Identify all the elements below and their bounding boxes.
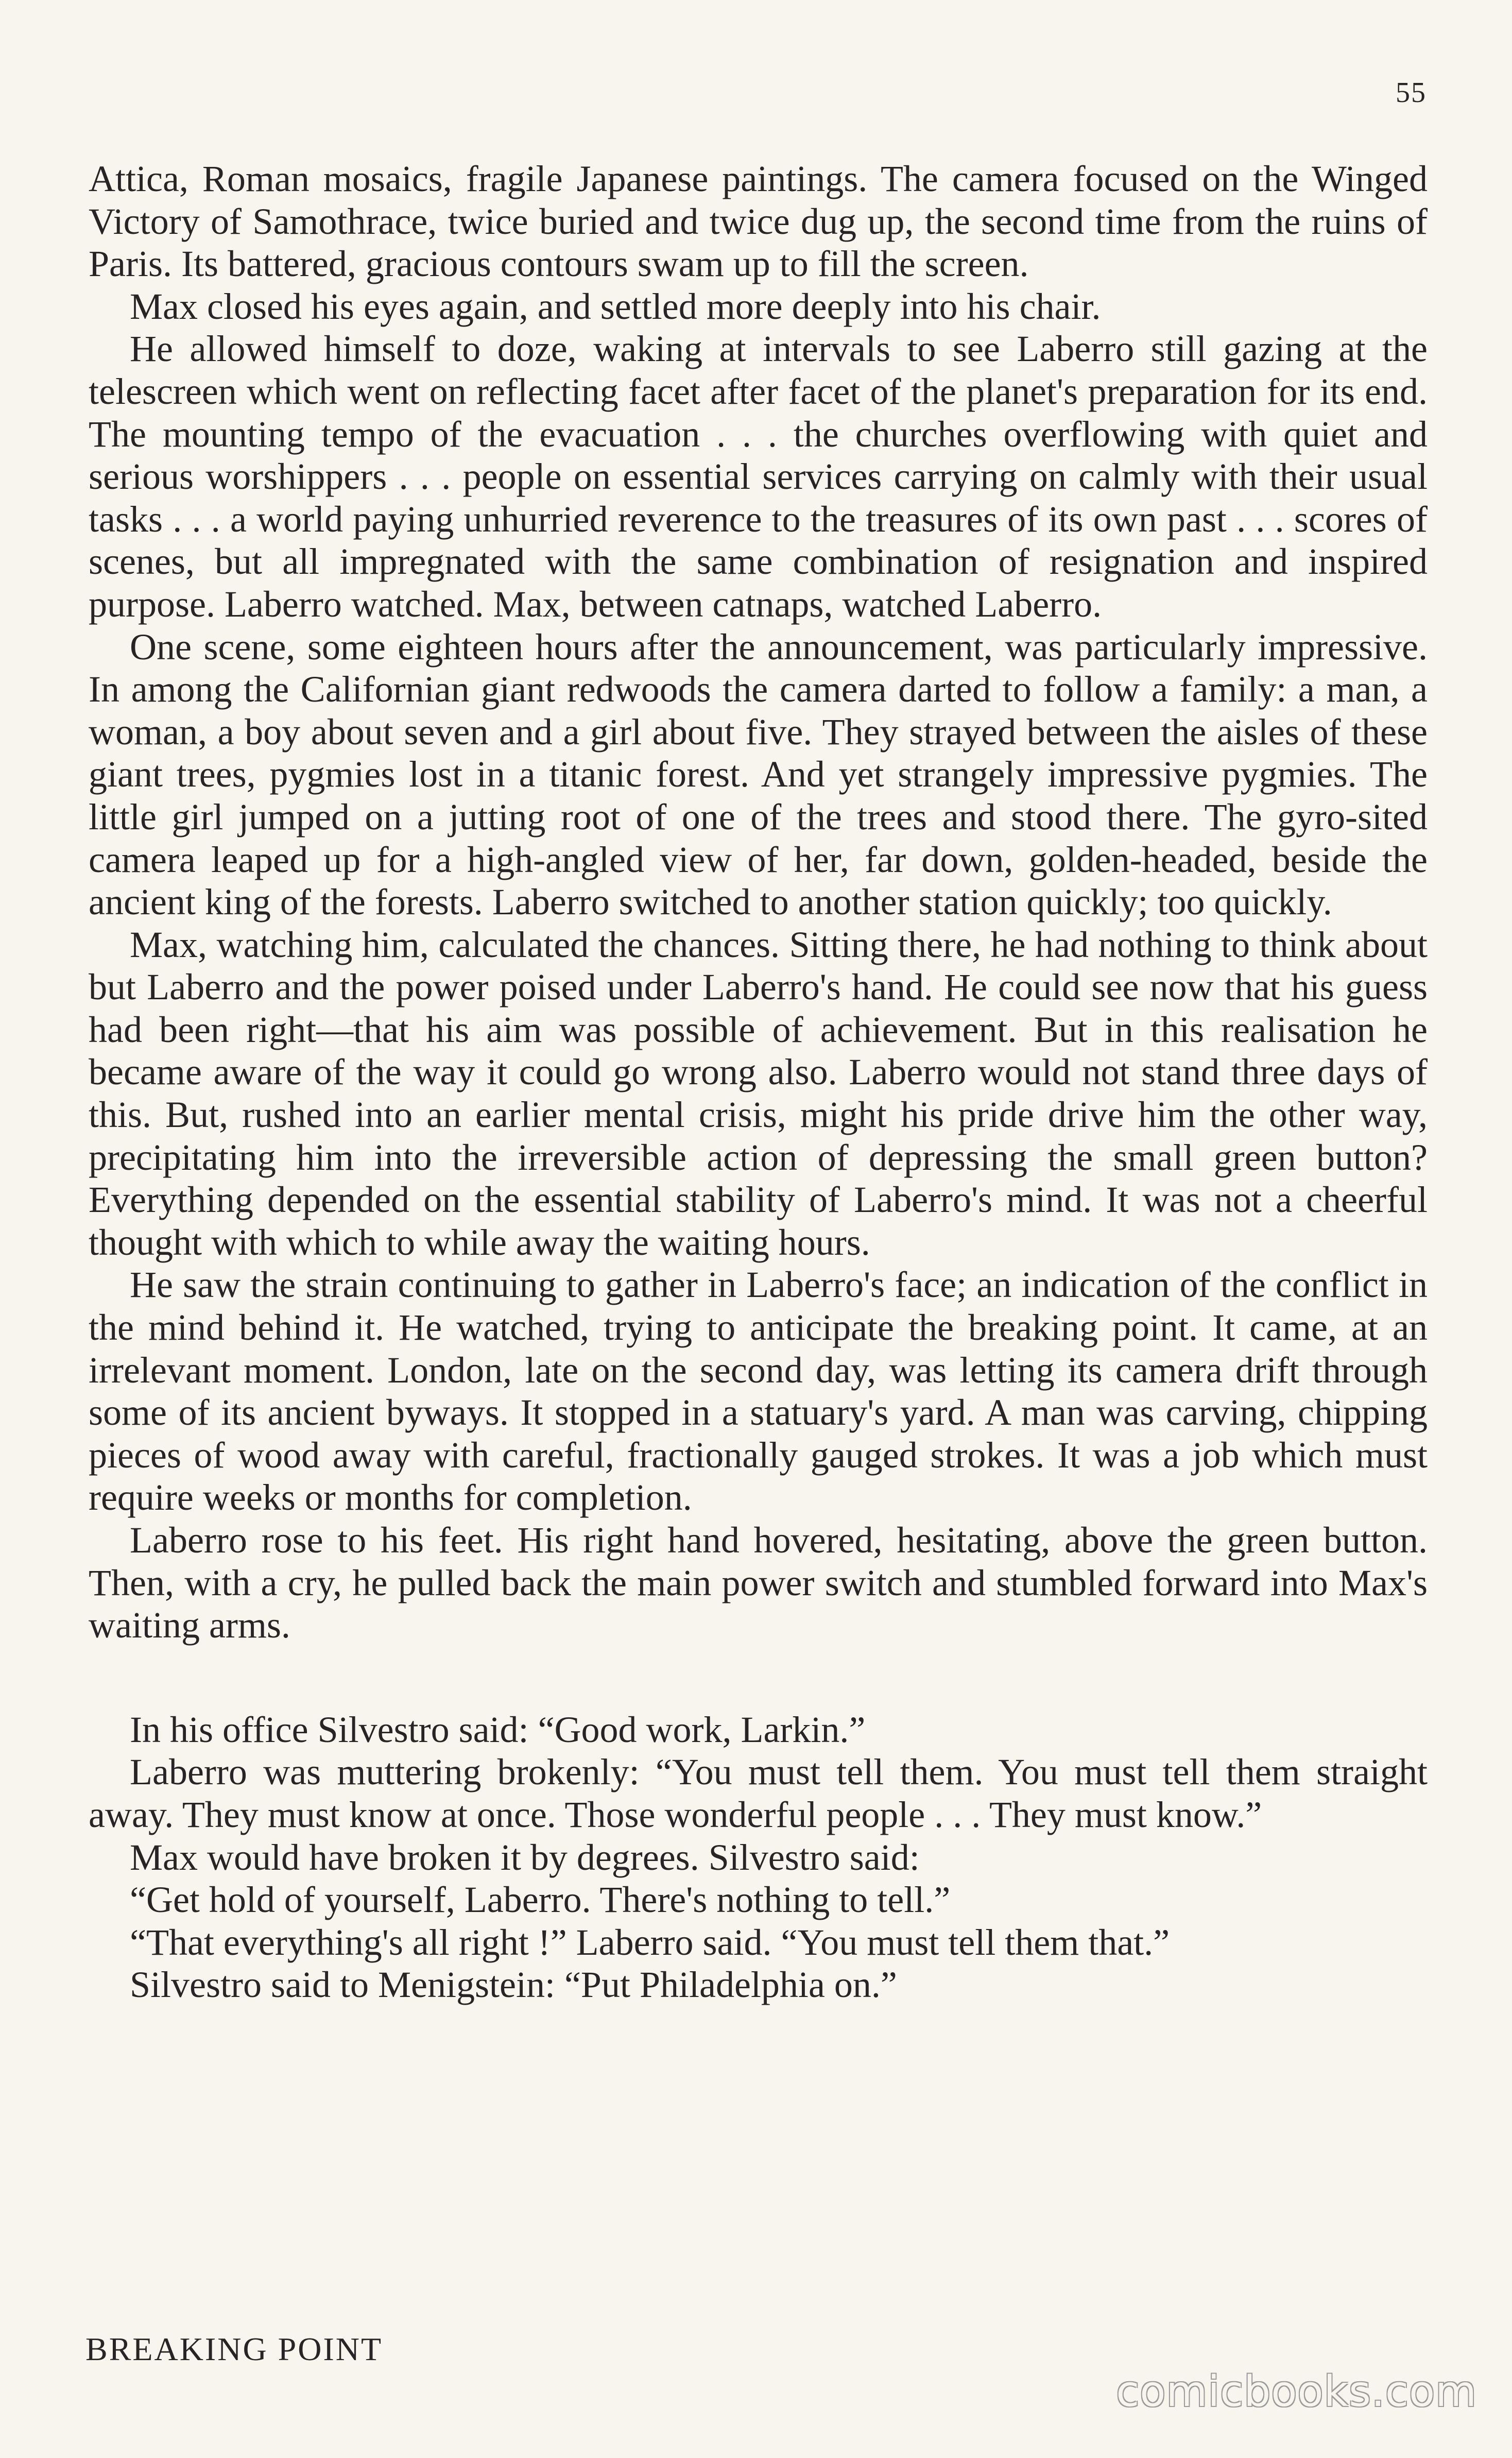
paragraph: He saw the strain continuing to gather in Laberro's face; an indication of the conflict in the mind behind it. He watched, trying to anticipate the breaking point. It came, at an irrelevant moment. London, late on the second day, was letting its camera drift through some of its ancient byways. It stopped in a statuary's yard. A man was carving, chipping pieces of wood away with careful, fractionally gauged strokes. It was a job which must require weeks or months for completion.: [89, 1264, 1428, 1518]
watermark: comicbooks.com: [1116, 2367, 1477, 2416]
running-footer: BREAKING POINT: [85, 2331, 383, 2367]
paragraph: “Get hold of yourself, Laberro. There's nothing to tell.”: [130, 1879, 951, 1921]
story-text: [89, 158, 1428, 2006]
paragraph: Max would have broken it by degrees. Silvestro said:: [130, 1836, 920, 1878]
paragraph: Attica, Roman mosaics, fragile Japanese paintings. The camera focused on the Winged Victory of Samothrace, twice buried and twice dug up, the second time from the ruins of Paris. Its battered, gracious contours swam up to fill the screen.: [89, 158, 1428, 285]
paragraph: In his office Silvestro said: “Good work, Larkin.”: [130, 1709, 866, 1750]
paragraph: Laberro was muttering brokenly: “You must tell them. You must tell them straight away. They must know at once. Those wonderful people . . . They must know.”: [89, 1751, 1428, 1835]
paragraph: Silvestro said to Menigstein: “Put Philadelphia on.”: [130, 1964, 897, 2006]
section-break: [89, 1647, 1428, 1709]
paragraph: One scene, some eighteen hours after the announcement, was particularly impressive. In among the Californian giant redwoods the camera darted to follow a family: a man, a woman, a boy about seven and a girl about five. They strayed between the aisles of these giant trees, pygmies lost in a titanic forest. And yet strangely impressive pygmies. The little girl jumped on a jutting root of one of the trees and stood there. The gyro-sited camera leaped up for a high-angled view of her, far down, golden-headed, beside the ancient king of the forests. Laberro switched to another station quickly; too quickly.: [89, 626, 1428, 923]
paragraph: Max, watching him, calculated the chances. Sitting there, he had nothing to think about but Laberro and the power poised under Laberro's hand. He could see now that his guess had been right—that his aim was possible of achievement. But in this realisation he became aware of the way it could go wrong also. Laberro would not stand three days of this. But, rushed into an earlier mental crisis, might his pride drive him the other way, precipitating him into the irreversible action of depressing the small green button? Everything depended on the essential stability of Laberro's mind. It was not a cheerful thought with which to while away the waiting hours.: [89, 924, 1428, 1263]
page-number: 55: [1396, 77, 1427, 109]
paragraph: Laberro rose to his feet. His right hand hovered, hesitating, above the green button. Then, with a cry, he pulled back the main power switch and stumbled forward into Max's waiting arms.: [89, 1520, 1428, 1646]
paragraph: “That everything's all right !” Laberro said. “You must tell them that.”: [130, 1921, 1170, 1963]
paragraph: He allowed himself to doze, waking at intervals to see Laberro still gazing at the telescreen which went on reflecting facet after facet of the planet's preparation for its end. The mounting tempo of the evacuation . . . the churches overflowing with quiet and serious worshippers . . . people on essential services carrying on calmly with their usual tasks . . . a world paying unhurried reverence to the treasures of its own past . . . scores of scenes, but all impregnated with the same combination of resignation and inspired purpose. Laberro watched. Max, between catnaps, watched Laberro.: [89, 328, 1428, 625]
paragraph: Max closed his eyes again, and settled more deeply into his chair.: [130, 285, 1101, 327]
